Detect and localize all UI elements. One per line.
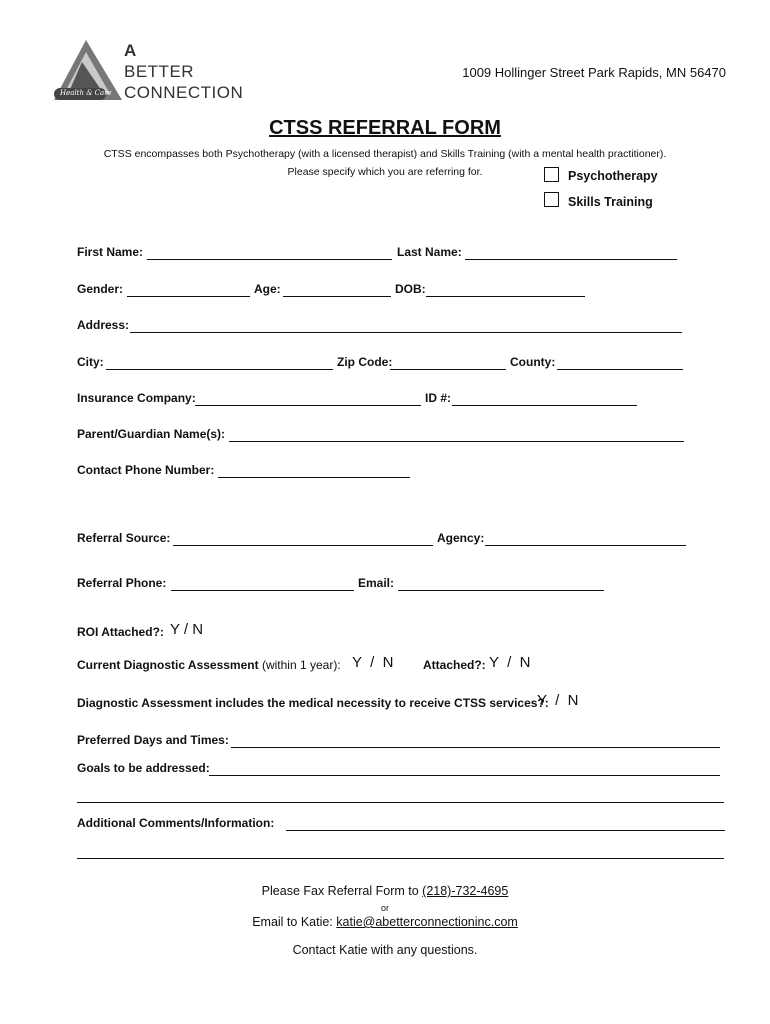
referral-source-label: Referral Source: <box>77 531 171 545</box>
attached-label: Attached?: <box>423 658 486 672</box>
first-name-label: First Name: <box>77 245 144 259</box>
form-title: CTSS REFERRAL FORM <box>269 117 501 139</box>
dob-label: DOB: <box>395 282 426 296</box>
contact-text: Contact Katie with any questions. <box>292 943 478 957</box>
contact-phone-label: Contact Phone Number: <box>77 463 215 477</box>
id-field[interactable] <box>452 405 637 406</box>
intro-instruction: Please specify which you are referring for. <box>287 166 483 178</box>
age-label: Age: <box>254 282 281 296</box>
skills-training-label: Skills Training <box>568 195 653 209</box>
days-times-field[interactable] <box>231 747 720 748</box>
company-logo-icon <box>52 38 124 104</box>
roi-yes-no[interactable]: Y / N <box>170 621 204 638</box>
fax-number-link[interactable]: (218)-732-4695 <box>422 884 509 898</box>
last-name-field[interactable] <box>465 259 677 260</box>
zip-label: Zip Code: <box>337 355 393 369</box>
age-field[interactable] <box>283 296 391 297</box>
gender-label: Gender: <box>77 282 124 296</box>
insurance-label: Insurance Company: <box>77 391 196 405</box>
referral-source-field[interactable] <box>173 545 433 546</box>
roi-label: ROI Attached?: <box>77 625 164 639</box>
referral-phone-label: Referral Phone: <box>77 576 167 590</box>
agency-field[interactable] <box>485 545 686 546</box>
email-address-link[interactable]: katie@abetterconnectioninc.com <box>336 915 518 929</box>
necessity-label: Diagnostic Assessment includes the medical necessity to receive CTSS services?: <box>77 696 549 710</box>
email-label: Email: <box>358 576 395 590</box>
county-label: County: <box>510 355 556 369</box>
email-instruction <box>0 915 770 929</box>
company-address: 1009 Hollinger Street Park Rapids, MN 56470 <box>462 65 726 80</box>
fax-text: Please Fax Referral Form to <box>261 884 419 898</box>
city-label: City: <box>77 355 104 369</box>
city-field[interactable] <box>106 369 333 370</box>
id-label: ID #: <box>425 391 452 405</box>
logo-wordmark <box>124 40 243 103</box>
diagnostic-assessment-note: (within 1 year): <box>261 658 341 672</box>
attached-yes-no[interactable]: Y / N <box>489 654 531 671</box>
email-text: Email to Katie: <box>252 915 333 929</box>
logo-line-3: CONNECTION <box>124 83 244 102</box>
goals-field[interactable] <box>209 775 720 776</box>
last-name-label: Last Name: <box>397 245 462 259</box>
goals-field-line-2[interactable] <box>77 802 724 803</box>
address-field[interactable] <box>130 332 682 333</box>
dob-field[interactable] <box>426 296 585 297</box>
skills-training-checkbox[interactable] <box>544 192 559 207</box>
fax-instruction <box>0 884 770 898</box>
logo-badge: Health & Care <box>60 89 112 97</box>
email-field[interactable] <box>398 590 604 591</box>
intro-text: CTSS encompasses both Psychotherapy (with a licensed therapist) and Skills Training (with a mental health practitioner). <box>103 148 667 160</box>
logo-line-1: A <box>124 41 137 60</box>
psychotherapy-label: Psychotherapy <box>568 169 658 183</box>
diagnostic-yes-no[interactable]: Y / N <box>352 654 394 671</box>
agency-label: Agency: <box>437 531 485 545</box>
guardian-field[interactable] <box>229 441 684 442</box>
comments-field[interactable] <box>286 830 725 831</box>
zip-field[interactable] <box>390 369 506 370</box>
logo-line-2: BETTER <box>124 62 195 81</box>
necessity-yes-no[interactable]: Y / N <box>537 692 579 709</box>
first-name-field[interactable] <box>147 259 392 260</box>
psychotherapy-checkbox[interactable] <box>544 167 559 182</box>
comments-label: Additional Comments/Information: <box>77 816 275 830</box>
address-label: Address: <box>77 318 130 332</box>
gender-field[interactable] <box>127 296 250 297</box>
contact-phone-field[interactable] <box>218 477 410 478</box>
referral-phone-field[interactable] <box>171 590 354 591</box>
guardian-label: Parent/Guardian Name(s): <box>77 427 226 441</box>
goals-label: Goals to be addressed: <box>77 761 210 775</box>
days-times-label: Preferred Days and Times: <box>77 733 229 747</box>
insurance-field[interactable] <box>195 405 421 406</box>
diagnostic-assessment-label: Current Diagnostic Assessment <box>77 658 259 672</box>
or-text: or <box>380 903 389 913</box>
comments-field-line-2[interactable] <box>77 858 724 859</box>
county-field[interactable] <box>557 369 683 370</box>
